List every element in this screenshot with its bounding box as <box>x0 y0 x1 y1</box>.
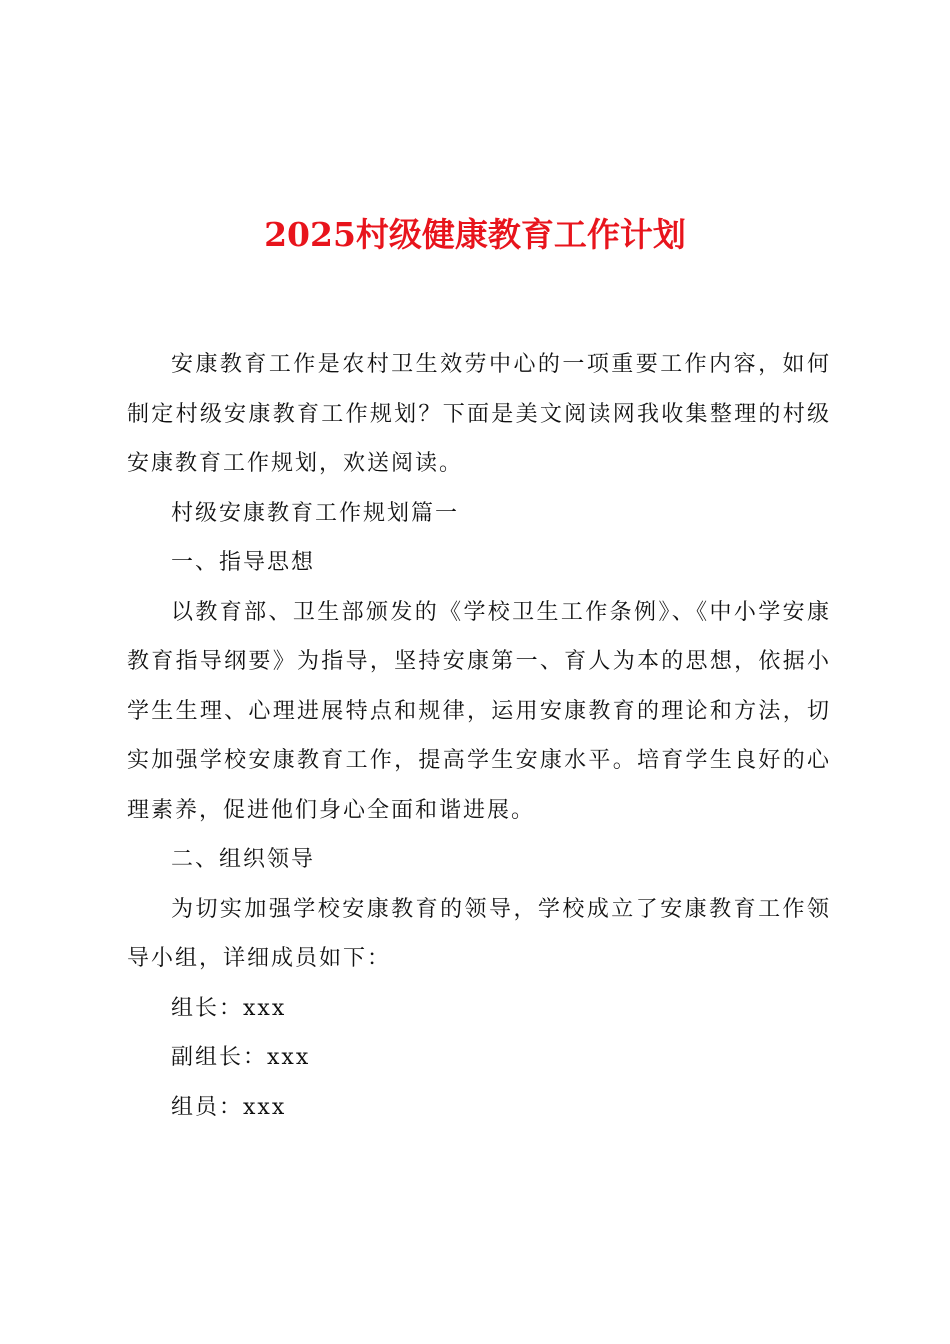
guiding-thought-paragraph: 以教育部、卫生部颁发的《学校卫生工作条例》、《中小学安康教育指导纲要》为指导，坚持安康第一、育人为本的思想，依据小学生生理、心理进展特点和规律，运用安康教育的理论和方法，切实加强学校安康教育工作，提高学生安康水平。培育学生良好的心理素养，促进他们身心全面和谐进展。 <box>127 599 831 823</box>
intro-paragraph: 安康教育工作是农村卫生效劳中心的一项重要工作内容，如何制定村级安康教育工作规划？下面是美文阅读网我收集整理的村级安康教育工作规划，欢送阅读。 <box>127 352 831 476</box>
team-leader-line: 组长：xxx <box>171 995 287 1021</box>
document-body <box>127 340 831 1132</box>
section-heading-organization: 二、组织领导 <box>171 847 316 872</box>
organization-paragraph: 为切实加强学校安康教育的领导，学校成立了安康教育工作领导小组，详细成员如下： <box>127 896 831 971</box>
team-member-line: 组员：xxx <box>171 1094 287 1120</box>
section-heading-guiding-thought: 一、指导思想 <box>171 550 316 575</box>
document-title: 2025村级健康教育工作计划 <box>264 215 686 254</box>
section-heading-plan-one: 村级安康教育工作规划篇一 <box>171 500 460 526</box>
deputy-leader-line: 副组长：xxx <box>171 1045 311 1070</box>
